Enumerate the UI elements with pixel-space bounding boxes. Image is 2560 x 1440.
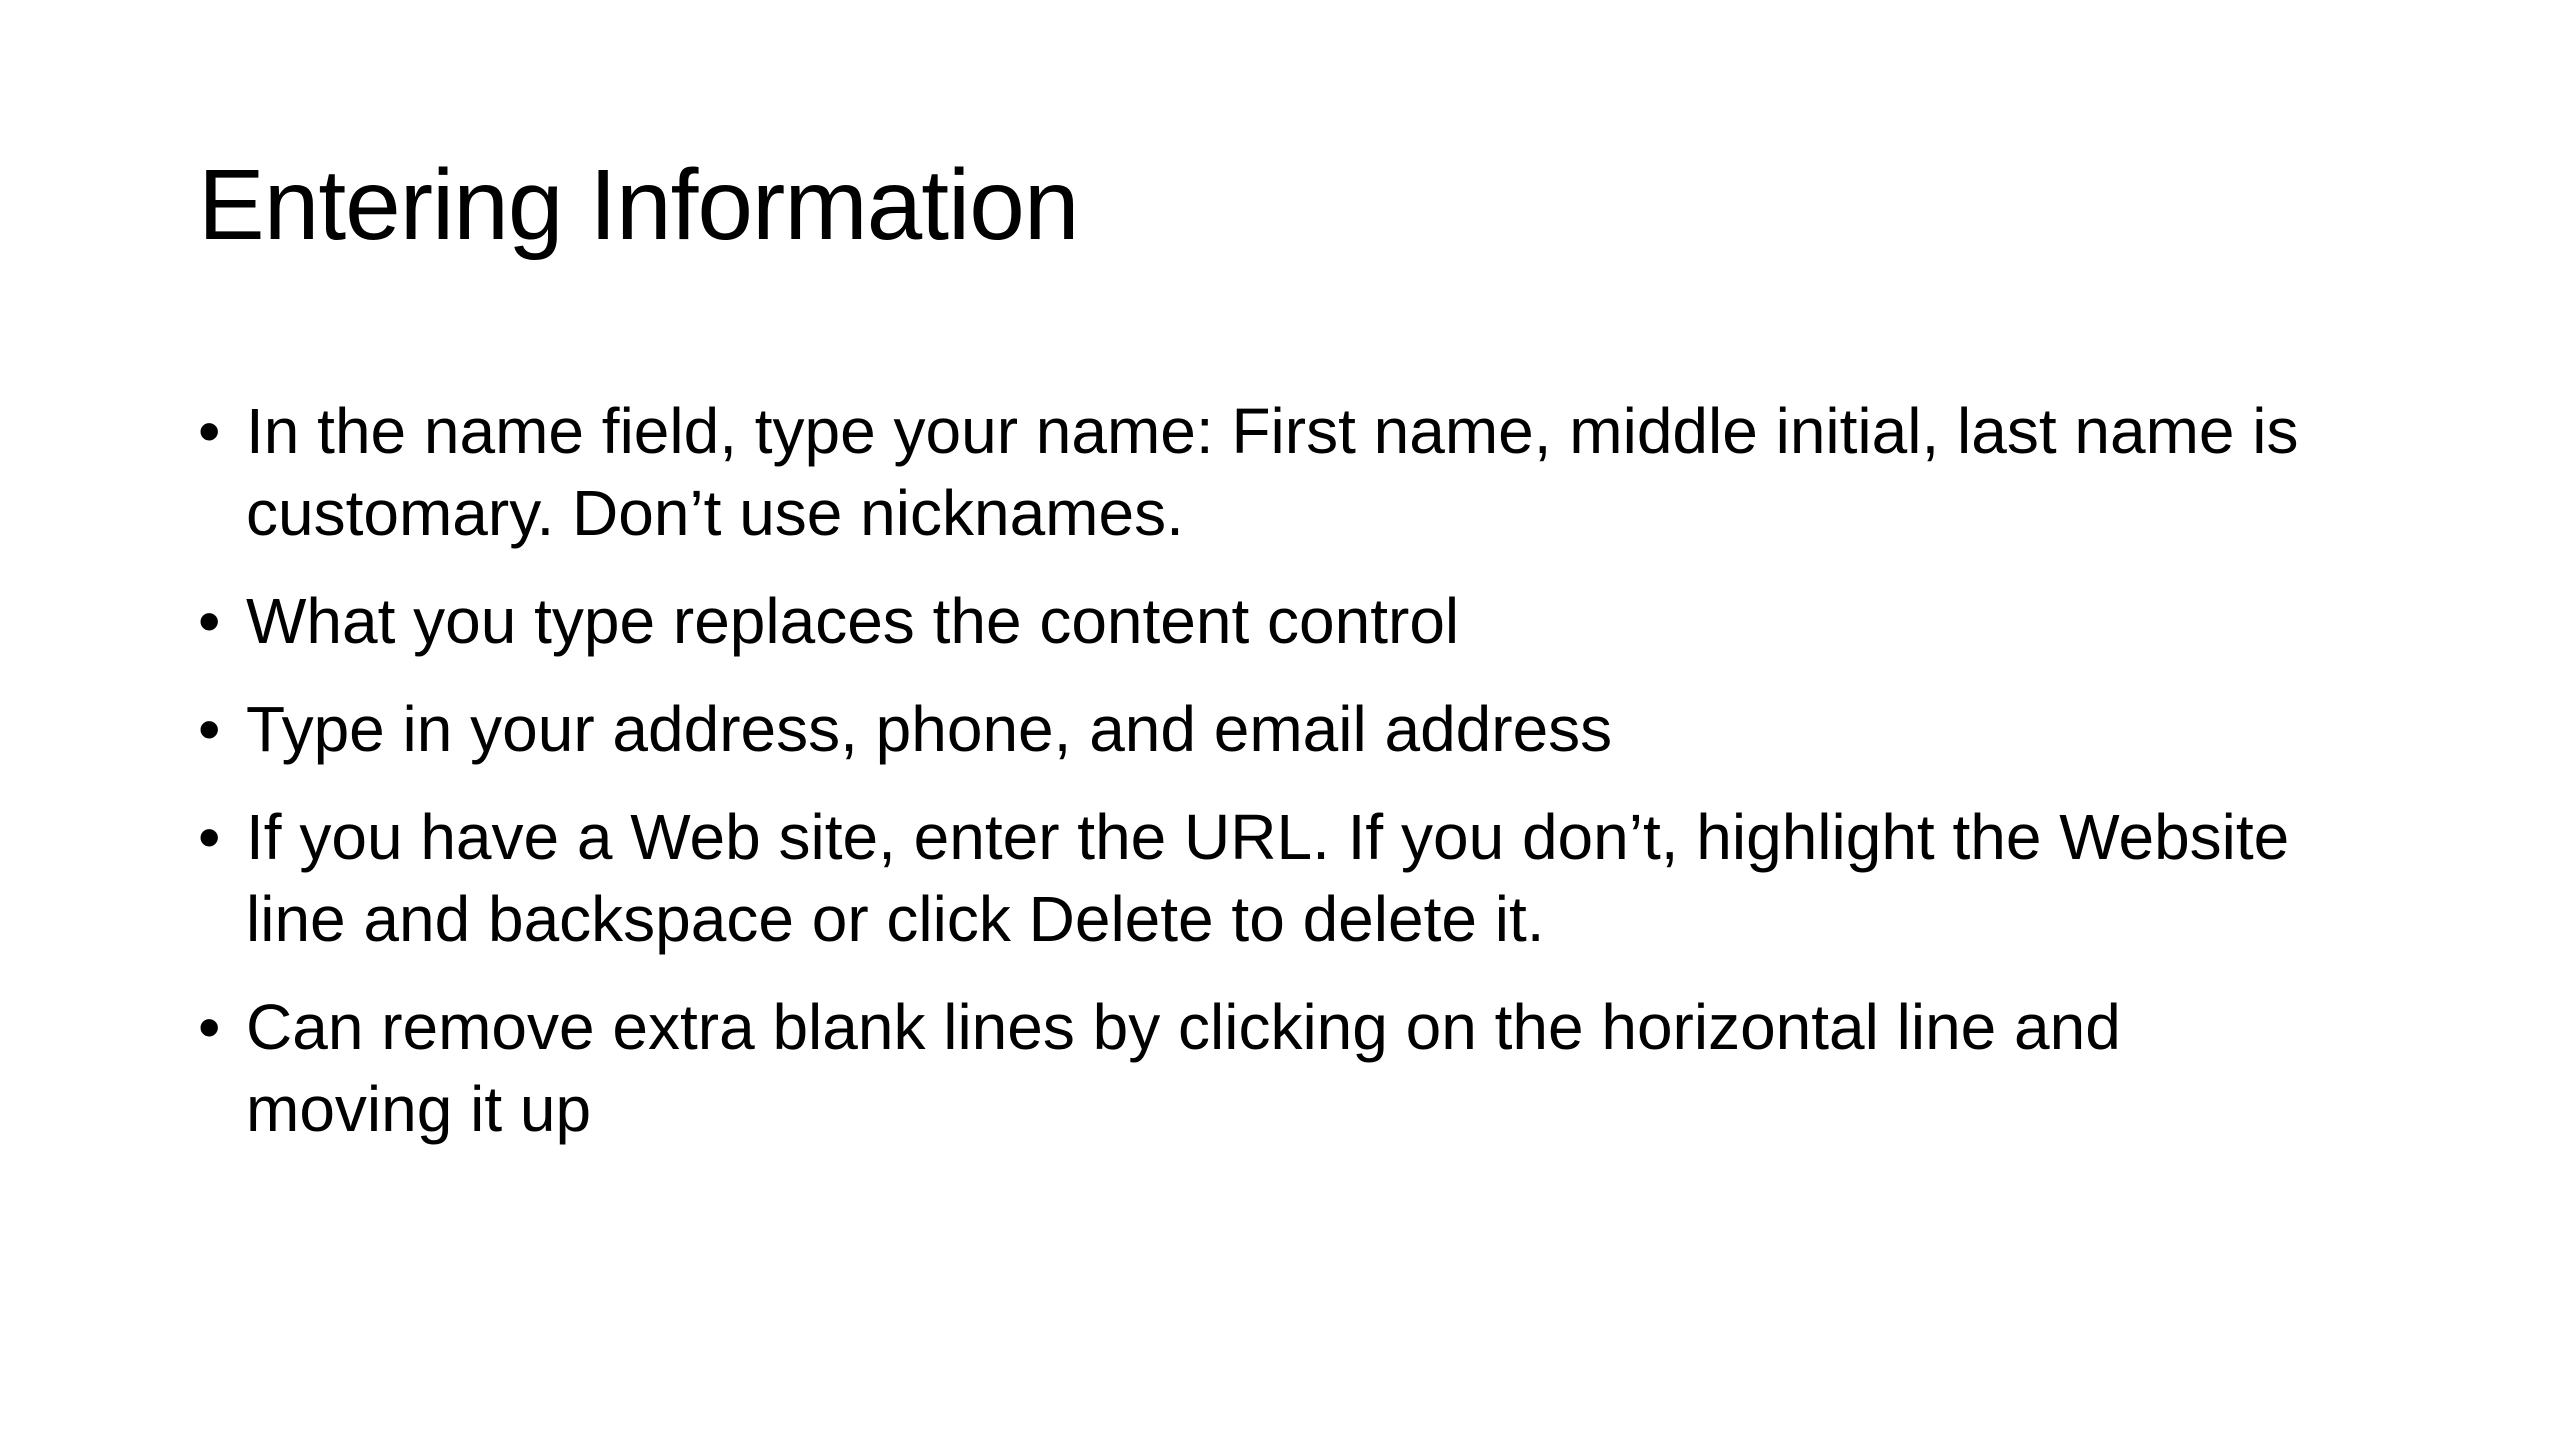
slide-title: Entering Information — [198, 149, 1079, 261]
bullet-marker: • — [198, 585, 221, 657]
bullet-text: If you have a Web site, enter the URL. If you don’t, highlight the Website line and backspace or click Delete to delete it. — [246, 801, 2290, 955]
bullet-marker: • — [198, 801, 221, 873]
bullet-item — [198, 986, 2338, 1150]
bullet-text: Can remove extra blank lines by clicking on the horizontal line and moving it up — [246, 991, 2121, 1145]
bullet-marker: • — [198, 991, 221, 1063]
bullet-text: Type in your address, phone, and email address — [246, 693, 1613, 765]
bullet-item — [198, 580, 2338, 662]
bullet-list — [198, 390, 2338, 1176]
bullet-text: What you type replaces the content control — [246, 585, 1460, 657]
bullet-marker: • — [198, 395, 221, 467]
bullet-item — [198, 796, 2338, 960]
bullet-item — [198, 390, 2338, 554]
bullet-item — [198, 688, 2338, 770]
bullet-text: In the name field, type your name: First name, middle initial, last name is customary. Don’t use nicknames. — [246, 395, 2299, 549]
bullet-marker: • — [198, 693, 221, 765]
